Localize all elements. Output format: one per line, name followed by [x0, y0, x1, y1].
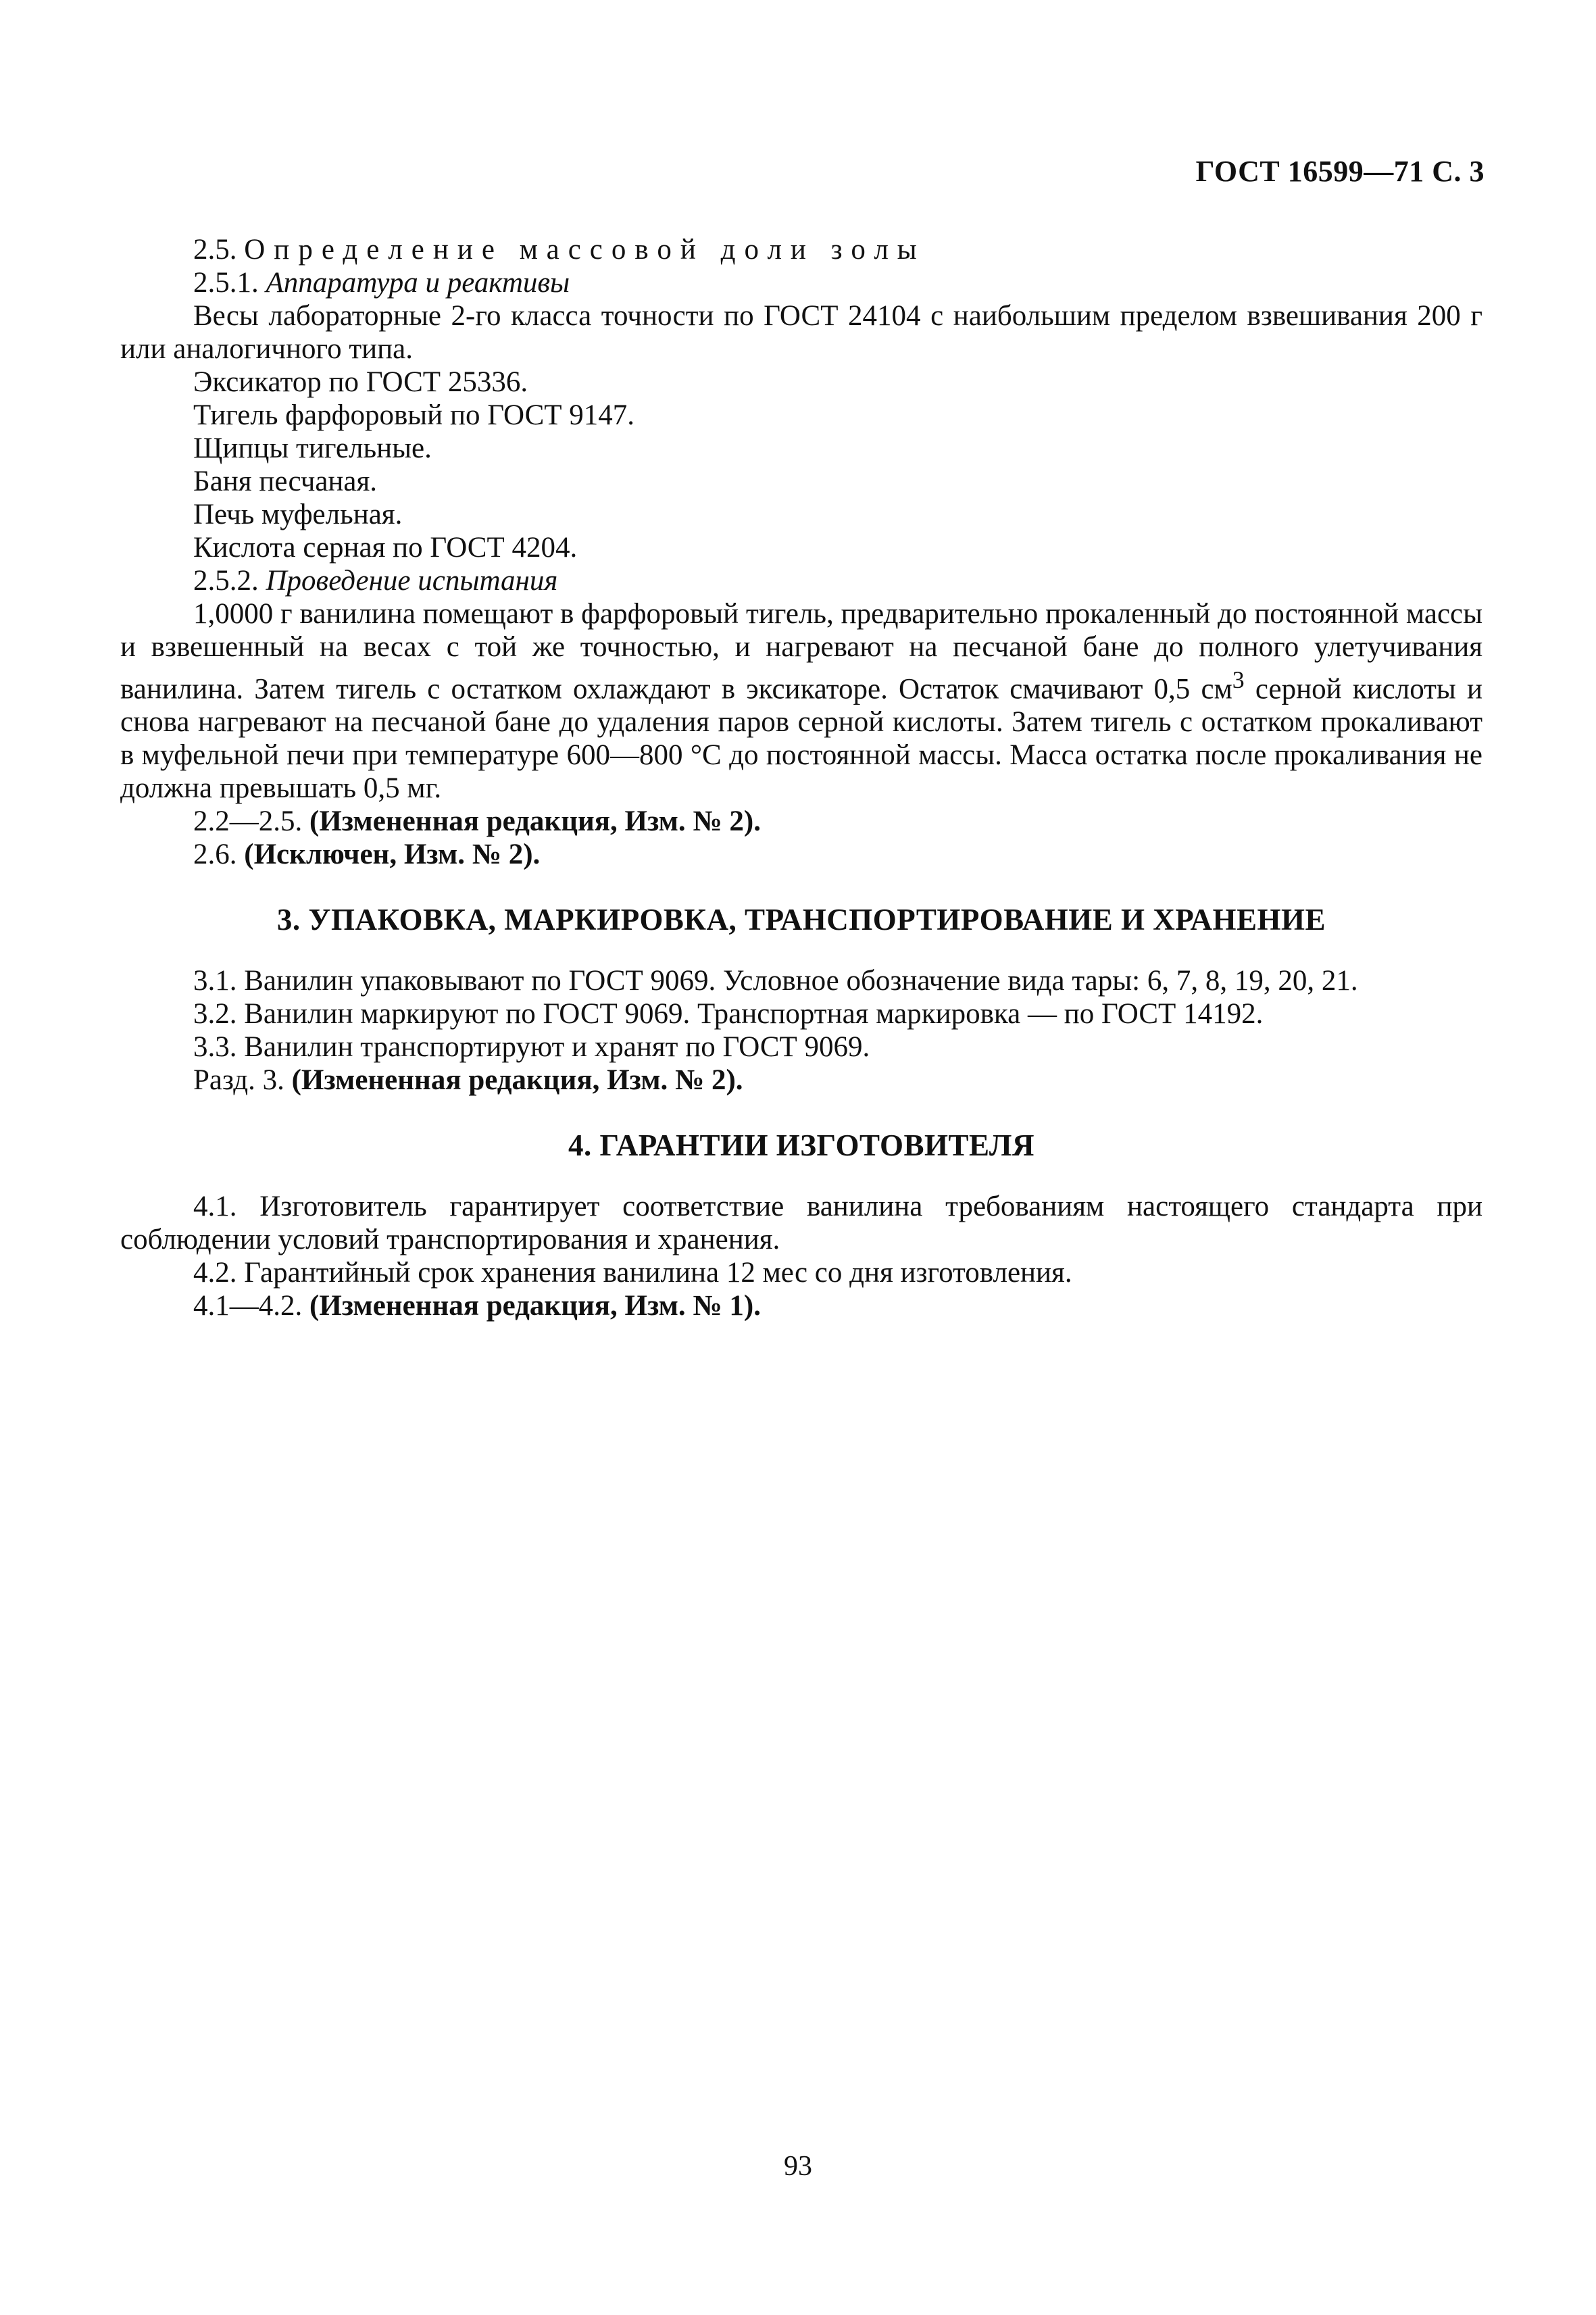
section-number: 2.5.1. — [193, 267, 259, 299]
section-title: Определение массовой доли золы — [244, 234, 926, 266]
superscript-3: 3 — [1232, 666, 1245, 693]
equipment-item: Печь муфельная. — [193, 499, 403, 530]
revision-note — [120, 1289, 1482, 1322]
equipment-item: Эксикатор по ГОСТ 25336. — [193, 366, 528, 398]
note-text: (Измененная редакция, Изм. № 2). — [291, 1064, 743, 1097]
procedure-text-a: 1,0000 г ванилина помещают в фарфоровый тигель, предварительно прокаленный до постоянной массы и взвешенный на весах с той же точностью, и нагревают на песчаной бане до полного улетучивания ванилина. Затем тигель с остатком охлаждают в эксикаторе. Остаток смачивают 0,5 см — [120, 598, 1482, 705]
equipment-item: Щипцы тигельные. — [193, 432, 432, 464]
note-ref: 4.1—4.2. — [193, 1290, 303, 1322]
section-4-item: 4.1. Изготовитель гарантирует соответствие ванилина требованиям настоящего стандарта при соблюдении условий транспортирования и хранения. — [120, 1191, 1482, 1256]
section-3-item: 3.2. Ванилин маркируют по ГОСТ 9069. Транспортная маркировка — по ГОСТ 14192. — [193, 998, 1264, 1030]
equipment-item: Баня песчаная. — [193, 466, 378, 497]
section-number: 2.5. — [193, 234, 237, 266]
revision-note — [120, 805, 1482, 838]
revision-note — [120, 1064, 1482, 1097]
note-ref: Разд. 3. — [193, 1064, 284, 1097]
equipment-item: Кислота серная по ГОСТ 4204. — [193, 532, 578, 564]
section-3-item: 3.3. Ванилин транспортируют и хранят по ГОСТ 9069. — [193, 1031, 870, 1064]
subsection-2-5 — [120, 233, 1482, 266]
equipment-scales: Весы лабораторные 2-го класса точности по ГОСТ 24104 с наибольшим пределом взвешивания 200 г или аналогичного типа. — [120, 300, 1482, 365]
equipment-item: Тигель фарфоровый по ГОСТ 9147. — [193, 399, 635, 431]
section-3-heading: 3. УПАКОВКА, МАРКИРОВКА, ТРАНСПОРТИРОВАНИЕ И ХРАНЕНИЕ — [276, 903, 1326, 937]
section-4-heading: 4. ГАРАНТИИ ИЗГОТОВИТЕЛЯ — [568, 1128, 1034, 1163]
section-3-item: 3.1. Ванилин упаковывают по ГОСТ 9069. Условное обозначение вида тары: 6, 7, 8, 19, 20, 21. — [193, 965, 1358, 997]
subsection-2-5-2 — [120, 564, 1482, 597]
procedure-text-b: серной кислоты и снова нагревают на песчаной бане до удаления паров серной кислоты. Затем тигель с остатком прокаливают в муфельной печи при температуре 600—800 °С до постоянной массы. Масса остатка после прокаливания не должна превышать 0,5 мг. — [120, 673, 1483, 805]
page-number: 93 — [784, 2151, 812, 2182]
note-ref: 2.6. — [193, 839, 237, 871]
subsection-2-5-1 — [120, 266, 1482, 299]
note-ref: 2.2—2.5. — [193, 805, 303, 838]
section-4-item: 4.2. Гарантийный срок хранения ванилина 12 мес со дня изготовления. — [193, 1257, 1072, 1289]
document-body — [120, 233, 1482, 1322]
section-title: Проведение испытания — [266, 565, 558, 597]
page-header: ГОСТ 16599—71 С. 3 — [1195, 155, 1485, 188]
section-title: Аппаратура и реактивы — [266, 267, 570, 299]
note-text: (Исключен, Изм. № 2). — [244, 839, 541, 871]
revision-note — [120, 838, 1482, 871]
note-text: (Измененная редакция, Изм. № 1). — [309, 1290, 761, 1322]
note-text: (Измененная редакция, Изм. № 2). — [309, 805, 761, 838]
procedure-paragraph — [120, 597, 1482, 805]
section-number: 2.5.2. — [193, 565, 259, 597]
